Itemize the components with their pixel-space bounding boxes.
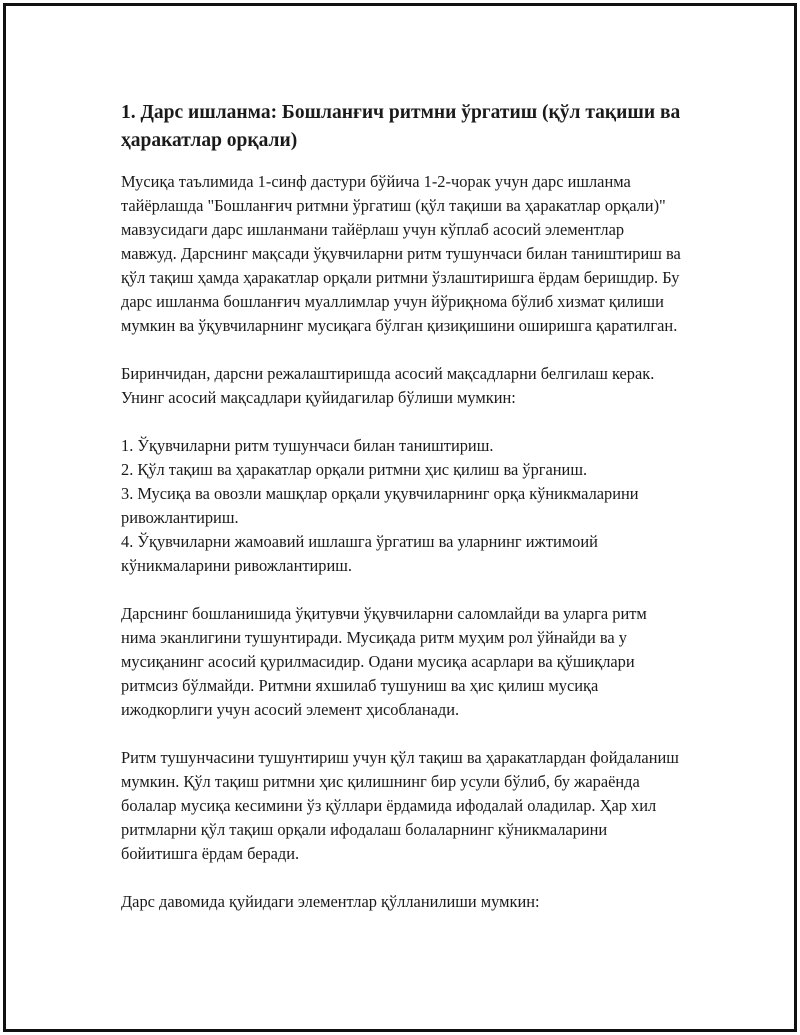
clapping-paragraph: Ритм тушунчасини тушунтириш учун қўл тақиш ва ҳаракатлардан фойдаланиш мумкин. Қўл тақиш ритмни ҳис қилишнинг бир усули бўлиб, бу жараёнда болалар мусиқа кесимини ўз қўллари ёрдамида ифодалай оладилар. Ҳар хил ритмларни қўл тақиш орқали ифодалаш болаларнинг кўникмаларини бойитишга ёрдам беради. xyxy=(121,748,679,863)
goals-intro-paragraph: Биринчидан, дарсни режалаштиришда асосий мақсадларни белгилаш керак. Унинг асосий мақсадлари қуйидагилар бўлиши мумкин: xyxy=(121,364,655,407)
document-body xyxy=(121,99,681,938)
page-frame xyxy=(3,3,797,1032)
lesson-start-paragraph: Дарснинг бошланишида ўқитувчи ўқувчиларни саломлайди ва уларга ритм нима эканлигини тушунтиради. Мусиқада ритм муҳим рол ўйнайди ва у мусиқанинг асосий қурилмасидир. Одани мусиқа асарлари ва қўшиқлари ритмсиз бўлмайди. Ритмни яхшилаб тушуниш ва ҳис қилиш мусиқа ижодкорлиги учун асосий элемент ҳисобланади. xyxy=(121,604,647,719)
list-item: 1. Ўқувчиларни ритм тушунчаси билан таништириш. xyxy=(121,436,494,455)
list-item: 3. Мусиқа ва овозли машқлар орқали уқувчиларнинг орқа кўникмаларини ривожлантириш. xyxy=(121,484,639,527)
list-item: 2. Қўл тақиш ва ҳаракатлар орқали ритмни ҳис қилиш ва ўрганиш. xyxy=(121,460,588,479)
elements-intro-paragraph: Дарс давомида қуйидаги элементлар қўлланилиши мумкин: xyxy=(121,892,540,911)
intro-paragraph: Мусиқа таълимида 1-синф дастури бўйича 1-2-чорак учун дарс ишланма тайёрлашда "Бошланғич ритмни ўргатиш (қўл тақиши ва ҳаракатлар орқали)" мавзусидаги дарс ишланмани тайёрлаш учун кўплаб асосий элементлар мавжуд. Дарснинг мақсади ўқувчиларни ритм тушунчаси билан таништириш ва қўл тақиш ҳамда ҳаракатлар орқали ритмни ўзлаштиришга ёрдам беришдир. Бу дарс ишланма бошланғич муаллимлар учун йўриқнома бўлиб хизмат қилиши мумкин ва ўқувчиларнинг мусиқага бўлган қизиқишини оширишга қаратилган. xyxy=(121,172,681,335)
list-item: 4. Ўқувчиларни жамоавий ишлашга ўргатиш ва уларнинг ижтимоий кўникмаларини ривожлантириш. xyxy=(121,532,598,575)
goals-list xyxy=(121,434,681,578)
document-title: 1. Дарс ишланма: Бошланғич ритмни ўргатиш (қўл тақиши ва ҳаракатлар орқали) xyxy=(121,102,681,151)
